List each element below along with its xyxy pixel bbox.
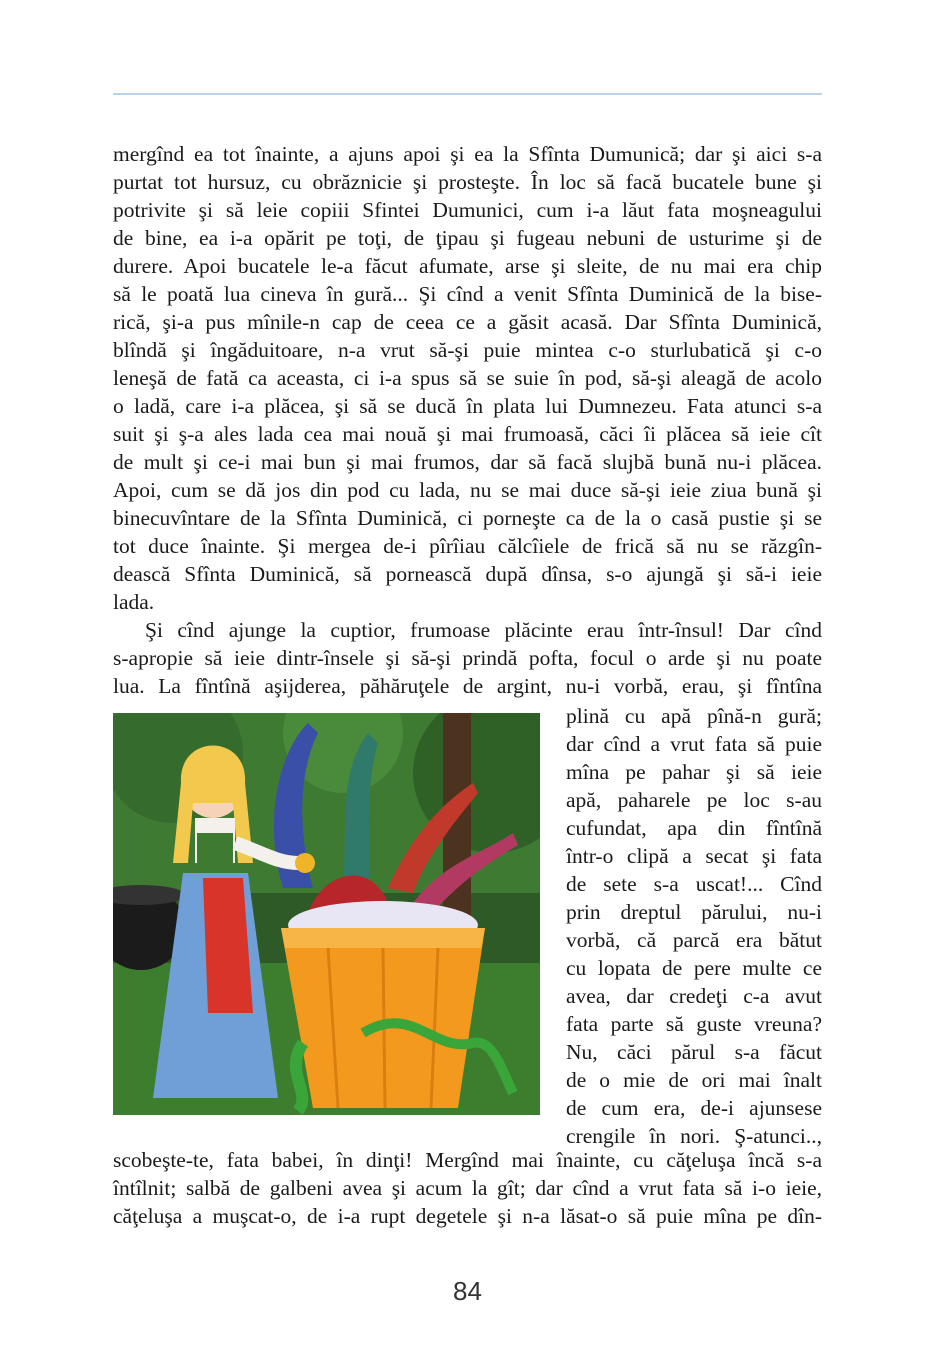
text-line: de mult şi ce-i mai bun şi mai frumos, dar să facă slujbă bună nu-i plăcea.	[113, 450, 822, 474]
text-line: să le poată lua cineva în gură... Şi cînd a venit Sfînta Duminică de la bise-	[113, 282, 822, 306]
text-line: crengile în nori. Ş-atunci..,	[566, 1124, 822, 1148]
text-line: de sete s-a uscat!... Cînd	[566, 872, 822, 896]
text-line: s-apropie să ieie dintr-însele şi să-şi prindă pofta, focul o arde şi nu poate	[113, 646, 822, 670]
text-line: de o mie de ori mai înalt	[566, 1068, 822, 1092]
text-line: binecuvîntare de la Sfînta Duminică, ci porneşte ca de la o casă pustie şi se	[113, 506, 822, 530]
text-line: prin dreptul părului, nu-i	[566, 900, 822, 924]
text-line: avea, dar credeţi c-a avut	[566, 984, 822, 1008]
text-line: mîna pe pahar şi să ieie	[566, 760, 822, 784]
illustration-girl-cauldron	[113, 713, 540, 1115]
paragraph-top	[113, 140, 822, 700]
page-number: 84	[453, 1276, 482, 1306]
text-line: apă, paharele pe loc s-au	[566, 788, 822, 812]
text-line: de cum era, de-i ajunsese	[566, 1096, 822, 1120]
text-line: durere. Apoi bucatele le-a făcut afumate, arse şi sleite, de nu mai era chip	[113, 254, 822, 278]
text-line: suit şi ş-a ales lada cea mai nouă şi mai frumoasă, căci îi plăcea să ieie cît	[113, 422, 822, 446]
text-line: tot duce înainte. Şi mergea de-i pîrîiau călcîiele de frică să nu se răzgîn-	[113, 534, 822, 558]
text-line: Şi cînd ajunge la cuptior, frumoase plăcinte erau într-însul! Dar cînd	[145, 618, 822, 642]
text-line: o ladă, care i-a plăcea, şi să se ducă în plata lui Dumnezeu. Fata atunci s-a	[113, 394, 822, 418]
text-line: întîlnit; salbă de galbeni avea şi acum la gît; dar cînd a vrut fata să i-o ieie,	[113, 1176, 822, 1200]
text-line: plină cu apă pînă-n gură;	[566, 704, 822, 728]
text-line: căţeluşa a muşcat-o, de i-a rupt degetele şi n-a lăsat-o să puie mîna pe dîn-	[113, 1204, 822, 1228]
text-line: într-o clipă a secat şi fata	[566, 844, 822, 868]
text-line: purtat tot hursuz, cu obrăznicie şi prosteşte. În loc să facă bucatele bune şi	[113, 170, 822, 194]
text-line: cu lopata de pere multe ce	[566, 956, 822, 980]
text-line: potrivite şi să leie copiii Sfintei Dumunici, cum i-a lăut fata moşneagului	[113, 198, 822, 222]
text-line: scobeşte-te, fata babei, în dinţi! Mergînd mai înainte, cu căţeluşa încă s-a	[113, 1148, 822, 1172]
text-line: Apoi, cum se dă jos din pod cu lada, nu se mai duce să-şi ieie ziua bună şi	[113, 478, 822, 502]
header-rule	[113, 93, 822, 95]
text-line: de bine, ea i-a opărit pe toţi, de ţipau şi fugeau nebuni de usturime şi de	[113, 226, 822, 250]
text-line: lada.	[113, 590, 155, 614]
text-line: fata parte să guste vreuna?	[566, 1012, 822, 1036]
text-line: lua. La fîntînă aşijderea, păhăruţele de argint, nu-i vorbă, erau, şi fîntîna	[113, 674, 822, 698]
paragraph-side	[566, 702, 822, 1150]
text-line: Nu, căci părul s-a făcut	[566, 1040, 822, 1064]
text-line: dar cînd a vrut fata să puie	[566, 732, 822, 756]
text-line: dească Sfînta Duminică, să pornească după dînsa, s-o ajungă şi să-i ieie	[113, 562, 822, 586]
text-line: mergînd ea tot înainte, a ajuns apoi şi ea la Sfînta Dumunică; dar şi aici s-a	[113, 142, 822, 166]
paragraph-bottom	[113, 1146, 822, 1230]
text-line: blîndă şi îngăduitoare, n-a vrut să-şi puie mintea c-o sturlubatică şi c-o	[113, 338, 822, 362]
text-line: rică, şi-a pus mînile-n cap de ceea ce a găsit acasă. Dar Sfînta Duminică,	[113, 310, 822, 334]
text-line: cufundat, apa din fîntînă	[566, 816, 822, 840]
text-line: vorbă, că parcă era bătut	[566, 928, 822, 952]
text-line: leneşă de fată ca aceasta, ci i-a spus să se suie în pod, să-şi aleagă de acolo	[113, 366, 822, 390]
